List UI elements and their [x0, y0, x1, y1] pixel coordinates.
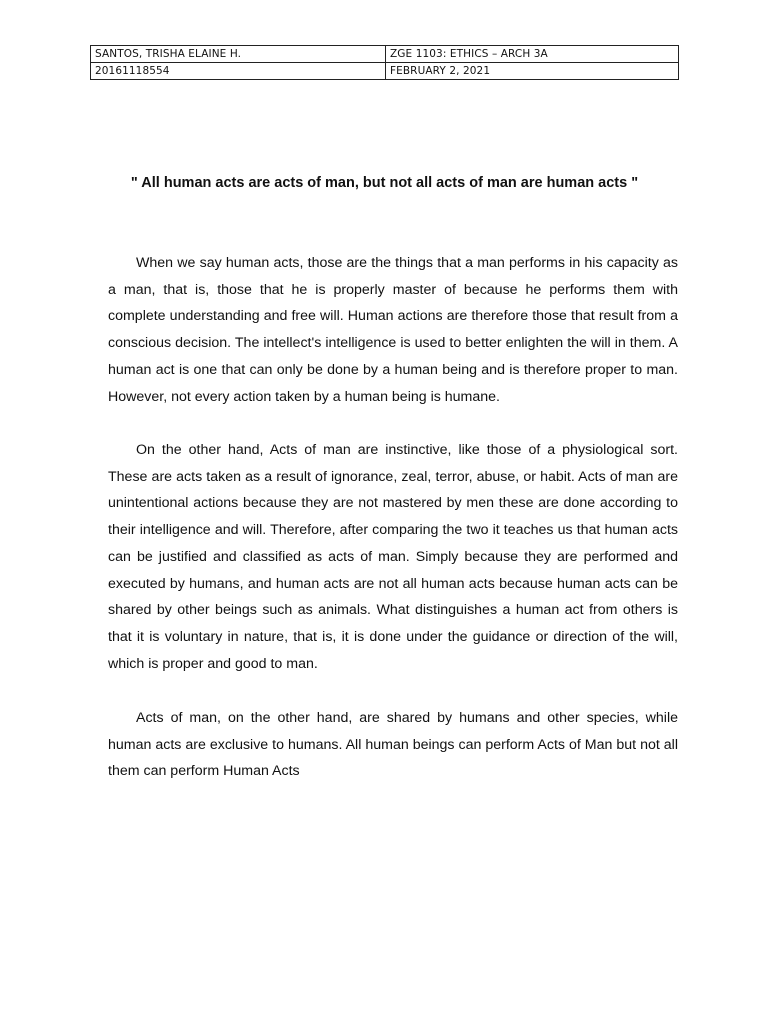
essay-paragraph-3 [108, 705, 678, 785]
student-id: 20161118554 [91, 63, 386, 80]
submission-date: FEBRUARY 2, 2021 [386, 63, 679, 80]
header-info-table [90, 45, 679, 80]
paragraph-text: When we say human acts, those are the things that a man performs in his capacity as a man, that is, those that he is properly master of because he performs them with complete understanding and free will. Human actions are therefore those that result from a conscious decision. The intellect's intelligence is used to better enlighten the will in them. A human act is one that can only be done by a human being and is therefore proper to man. However, not every action taken by a human being is humane. [108, 255, 678, 405]
header-row [91, 46, 679, 63]
student-name: SANTOS, TRISHA ELAINE H. [91, 46, 386, 63]
course-info: ZGE 1103: ETHICS – ARCH 3A [386, 46, 679, 63]
paragraph-text: On the other hand, Acts of man are instinctive, like those of a physiological sort. These are acts taken as a result of ignorance, zeal, terror, abuse, or habit. Acts of man are unintentional actions because they are not mastered by men these are done according to their intelligence and will. Therefore, after comparing the two it teaches us that human acts can be justified and classified as acts of man. Simply because they are performed and executed by humans, and human acts are not all human acts because human acts can be shared by other beings such as animals. What distinguishes a human act from others is that it is voluntary in nature, that is, it is done under the guidance or direction of the will, which is proper and good to man. [108, 442, 678, 672]
essay-paragraph-1 [108, 250, 678, 410]
header-row [91, 63, 679, 80]
essay-paragraph-2 [108, 437, 678, 677]
paragraph-text: Acts of man, on the other hand, are shared by humans and other species, while human acts are exclusive to humans. All human beings can perform Acts of Man but not all them can perform Human Acts [108, 710, 678, 780]
essay-title: " All human acts are acts of man, but not all acts of man are human acts " [130, 175, 639, 191]
